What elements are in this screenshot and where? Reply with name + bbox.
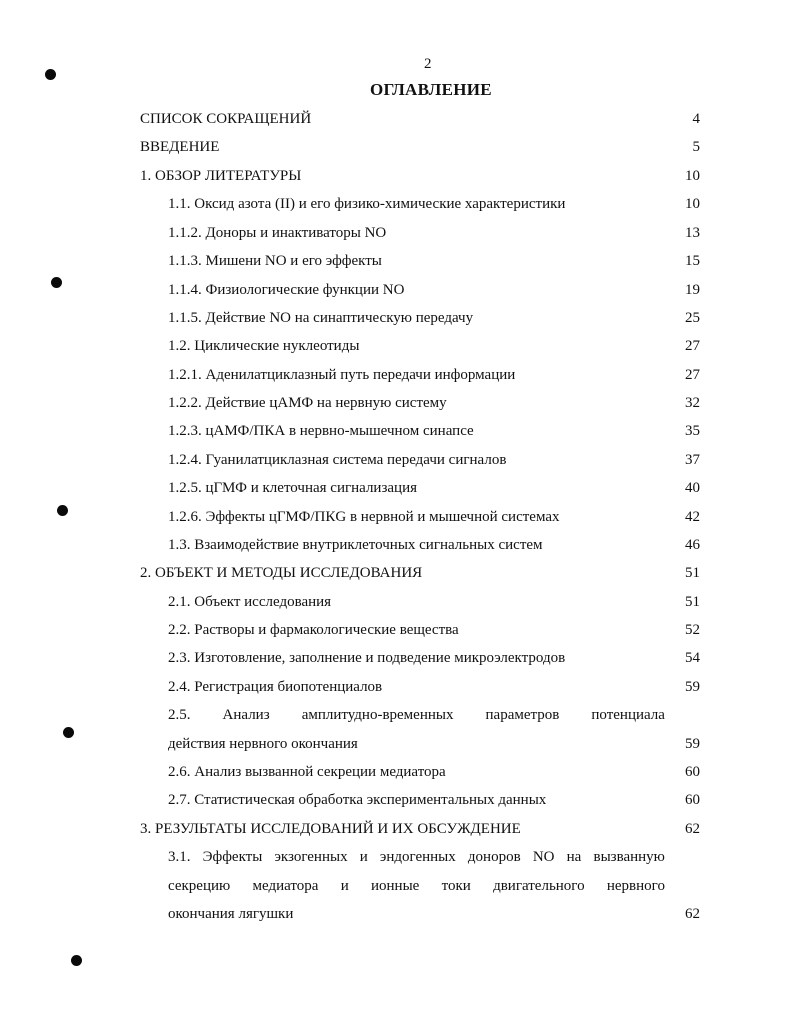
- toc-entry-title: 2.5. Анализ амплитудно-временных параметров потенциала: [168, 707, 665, 723]
- toc-entry[interactable]: [168, 675, 660, 699]
- toc-entry[interactable]: [168, 533, 660, 557]
- toc-entry[interactable]: [168, 902, 660, 926]
- toc-entry[interactable]: [168, 590, 660, 614]
- toc-entry-title: 1.2.2. Действие цАМФ на нервную систему: [168, 395, 447, 411]
- punch-hole: [63, 727, 74, 738]
- toc-entry[interactable]: [168, 788, 660, 812]
- toc-entry[interactable]: [168, 419, 660, 443]
- toc-page-number: 27: [685, 367, 700, 383]
- toc-page-number: 13: [685, 225, 700, 241]
- toc-entry-title: 2.1. Объект исследования: [168, 594, 332, 610]
- toc-entry[interactable]: [168, 448, 660, 472]
- toc-entry[interactable]: [140, 561, 660, 585]
- toc-page-number: 37: [685, 452, 700, 468]
- toc-entry-title: 1.1.5. Действие NO на синаптическую передачу: [168, 310, 474, 326]
- toc-entry[interactable]: [168, 363, 660, 387]
- toc-entry-title: 1.2.1. Аденилатциклазный путь передачи информации: [168, 367, 516, 383]
- toc-page-number: 46: [685, 537, 700, 553]
- toc-entry-title: 3.1. Эффекты экзогенных и эндогенных доноров NO на вызванную: [168, 849, 665, 865]
- toc-entry-title: 2.7. Статистическая обработка экспериментальных данных: [168, 792, 547, 808]
- toc-page-number: 35: [685, 423, 700, 439]
- toc-entry-title: 1.1.4. Физиологические функции NO: [168, 282, 405, 298]
- toc-entry-title: 3. РЕЗУЛЬТАТЫ ИССЛЕДОВАНИЙ И ИХ ОБСУЖДЕНИЕ: [140, 821, 521, 837]
- toc-page-number: 60: [685, 792, 700, 808]
- toc-entry-title: 2.3. Изготовление, заполнение и подведение микроэлектродов: [168, 650, 566, 666]
- toc-entry[interactable]: [140, 817, 660, 841]
- toc-page-number: 51: [685, 565, 700, 581]
- toc-entry-title: 2. ОБЪЕКТ И МЕТОДЫ ИССЛЕДОВАНИЯ: [140, 565, 423, 581]
- toc-page-number: 60: [685, 764, 700, 780]
- punch-hole: [71, 955, 82, 966]
- toc-entry-title: окончания лягушки: [168, 906, 294, 922]
- toc-entry-title: 1.2.6. Эффекты цГМФ/ПКG в нервной и мышечной системах: [168, 509, 560, 525]
- toc-entry[interactable]: [168, 618, 660, 642]
- toc-entry-title: СПИСОК СОКРАЩЕНИЙ: [140, 111, 312, 127]
- toc-entry[interactable]: [168, 505, 660, 529]
- toc-entry[interactable]: [140, 164, 660, 188]
- toc-page-number: 15: [685, 253, 700, 269]
- toc-page-number: 10: [685, 168, 700, 184]
- toc-entry[interactable]: [168, 646, 660, 670]
- toc-page-number: 40: [685, 480, 700, 496]
- toc-entry[interactable]: [168, 249, 660, 273]
- toc-entry-title: 1.3. Взаимодействие внутриклеточных сигнальных систем: [168, 537, 543, 553]
- toc-page-number: 5: [692, 139, 700, 155]
- toc-entry-title: 2.6. Анализ вызванной секреции медиатора: [168, 764, 446, 780]
- toc-entry-title: 2.2. Растворы и фармакологические вещества: [168, 622, 459, 638]
- punch-hole: [57, 505, 68, 516]
- toc-entry-title: 1.1.2. Доноры и инактиваторы NO: [168, 225, 387, 241]
- toc-page-number: 4: [692, 111, 700, 127]
- toc-entry[interactable]: [168, 221, 660, 245]
- punch-hole: [45, 69, 56, 80]
- toc-entry[interactable]: [168, 334, 660, 358]
- toc-page-number: 25: [685, 310, 700, 326]
- toc-page-number: 19: [685, 282, 700, 298]
- toc-entry[interactable]: [168, 391, 660, 415]
- toc-entry-title: 1.1.3. Мишени NO и его эффекты: [168, 253, 382, 269]
- toc-entry-title: 1.2. Циклические нуклеотиды: [168, 338, 360, 354]
- toc-entry-title: 2.4. Регистрация биопотенциалов: [168, 679, 383, 695]
- toc-page-number: 51: [685, 594, 700, 610]
- toc-entry-title: ВВЕДЕНИЕ: [140, 139, 220, 155]
- toc-page-number: 62: [685, 906, 700, 922]
- toc-entry-title: секрецию медиатора и ионные токи двигательного нервного: [168, 878, 665, 894]
- toc-page-number: 52: [685, 622, 700, 638]
- toc-entry[interactable]: [168, 476, 660, 500]
- toc-page-number: 10: [685, 196, 700, 212]
- toc-entry-title: 1. ОБЗОР ЛИТЕРАТУРЫ: [140, 168, 302, 184]
- toc-entry[interactable]: [168, 760, 660, 784]
- toc-entry-title: 1.1. Оксид азота (II) и его физико-химические характеристики: [168, 196, 566, 212]
- punch-hole: [51, 277, 62, 288]
- toc-page-number: 27: [685, 338, 700, 354]
- toc-page-number: 32: [685, 395, 700, 411]
- toc-entry-title: действия нервного окончания: [168, 736, 358, 752]
- toc-page-number: 42: [685, 509, 700, 525]
- toc-page-number: 62: [685, 821, 700, 837]
- toc-entry[interactable]: [168, 732, 660, 756]
- toc-entry[interactable]: [140, 107, 660, 131]
- toc-entry-title: 1.2.5. цГМФ и клеточная сигнализация: [168, 480, 418, 496]
- toc-page-number: 59: [685, 679, 700, 695]
- toc-entry[interactable]: [140, 135, 660, 159]
- toc-page-number: 54: [685, 650, 700, 666]
- toc-page-number: 59: [685, 736, 700, 752]
- toc-entry[interactable]: [168, 278, 660, 302]
- toc-entry-title: 1.2.3. цАМФ/ПКА в нервно-мышечном синапсе: [168, 423, 474, 439]
- toc-entry-title: 1.2.4. Гуанилатциклазная система передачи сигналов: [168, 452, 507, 468]
- toc-entry[interactable]: [168, 306, 660, 330]
- toc-entry[interactable]: [168, 192, 660, 216]
